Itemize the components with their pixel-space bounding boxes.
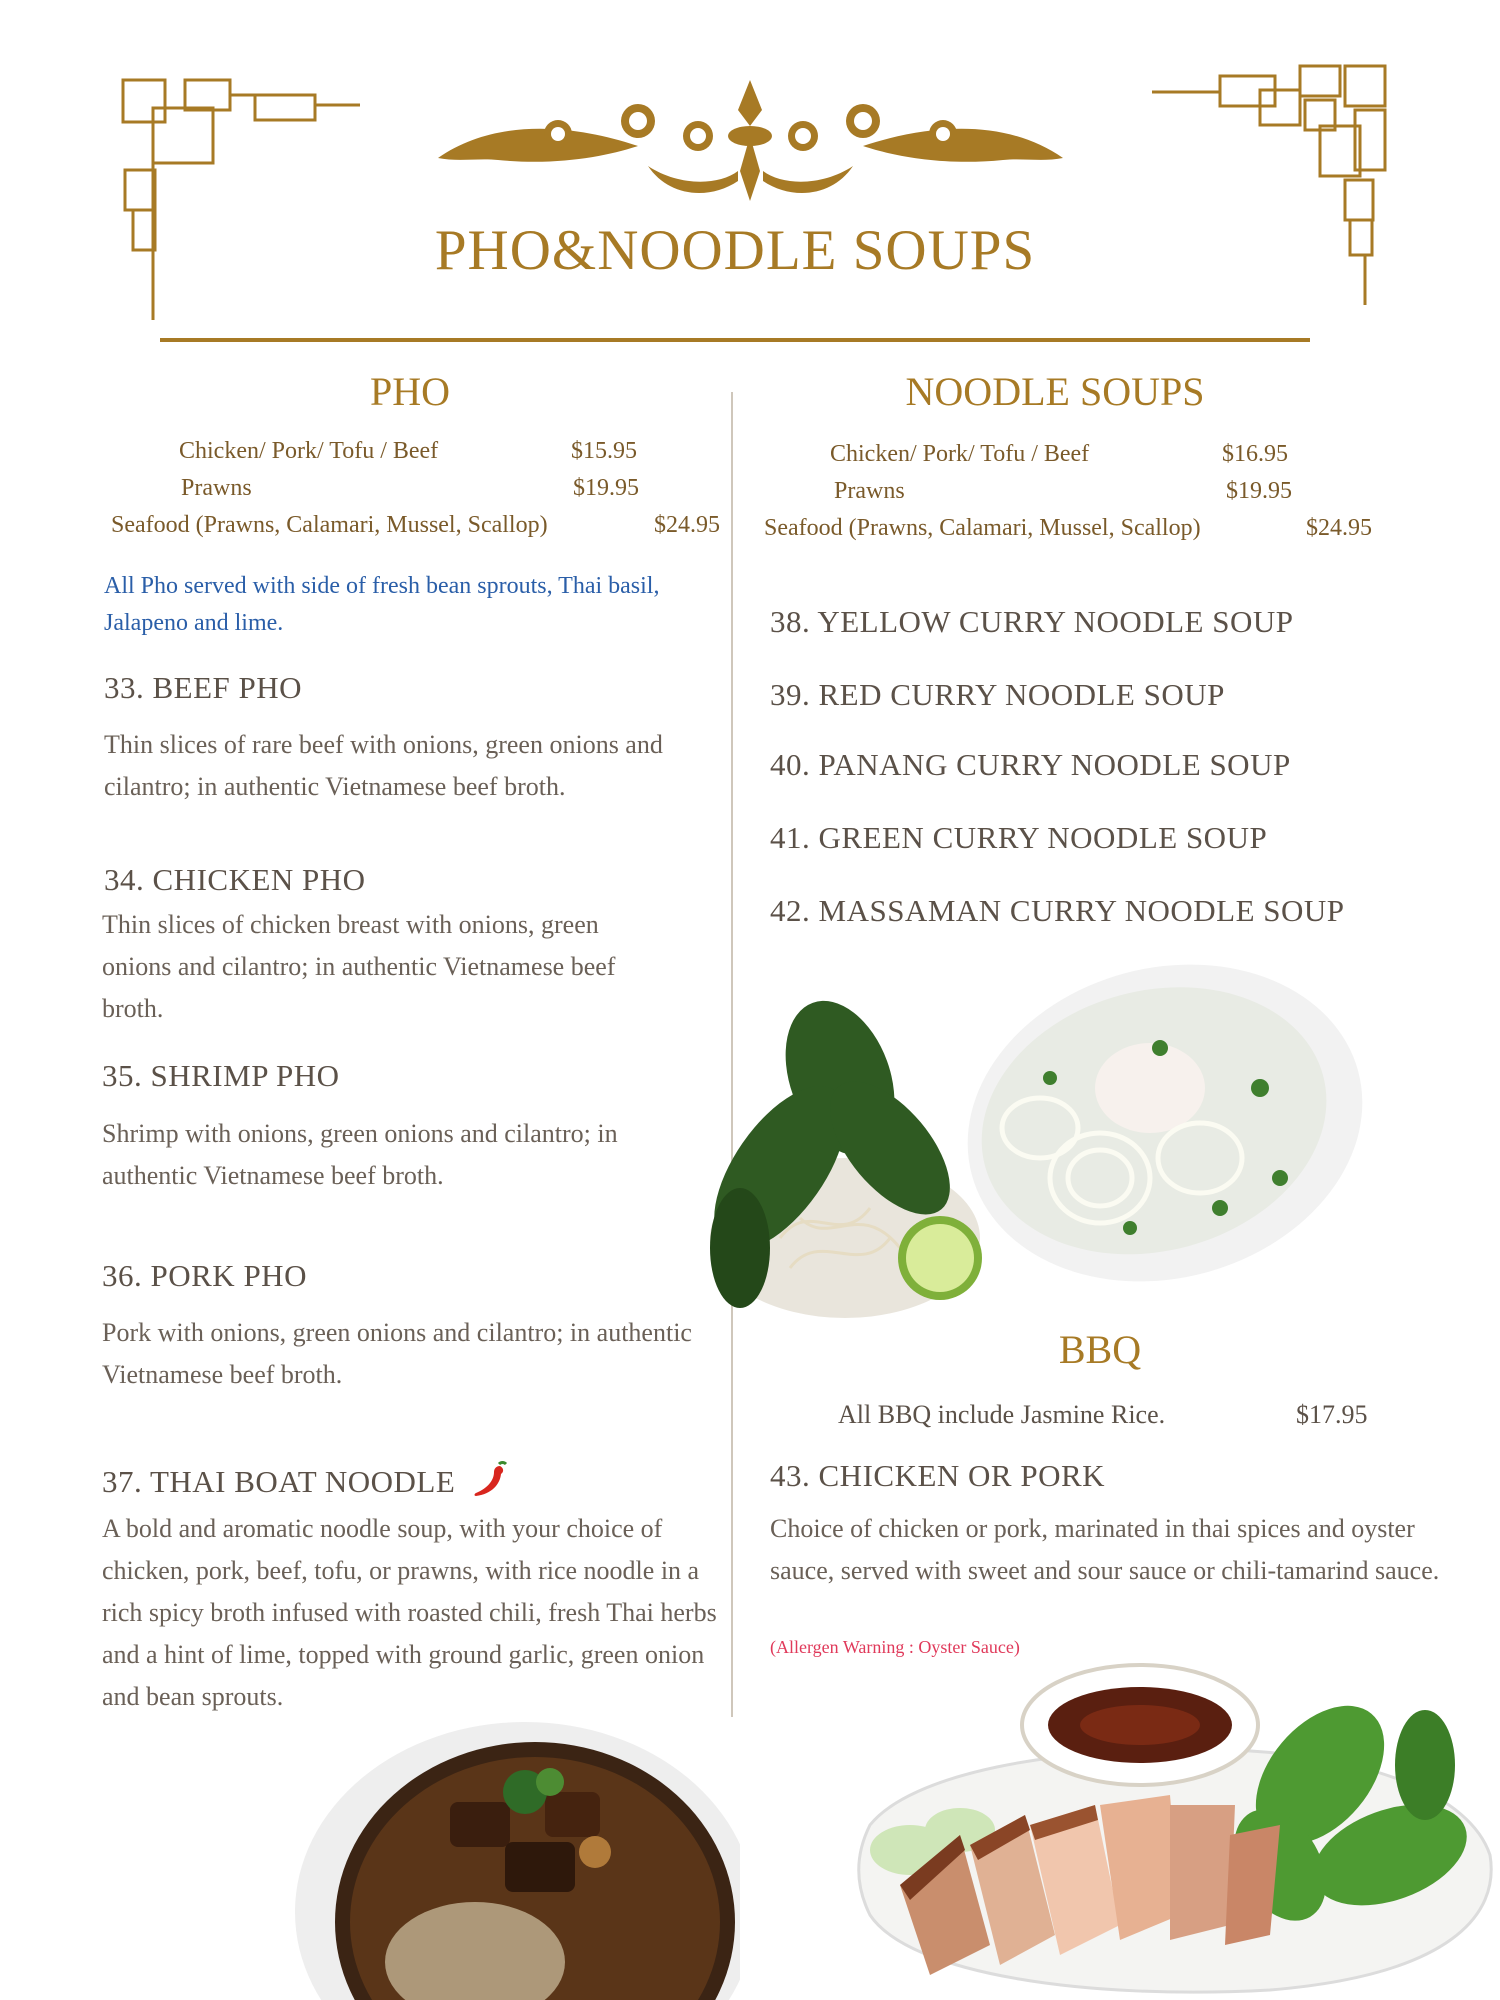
boat-noodle-photo: [295, 1722, 740, 2000]
menu-item-desc: Pork with onions, green onions and cilantro; in authentic Vietnamese beef broth.: [102, 1318, 692, 1389]
noodle-price-3: $24.95: [1306, 515, 1372, 541]
bbq-note: All BBQ include Jasmine Rice.: [838, 1400, 1166, 1429]
menu-item-title-text: 37. THAI BOAT NOODLE: [102, 1464, 456, 1499]
flourish-ornament: [438, 76, 1063, 206]
noodle-price-label-1: Chicken/ Pork/ Tofu / Beef: [830, 441, 1090, 467]
menu-item-title: 33. BEEF PHO: [104, 670, 303, 705]
noodle-price-2: $19.95: [1226, 478, 1292, 504]
menu-item-title: [102, 1460, 510, 1500]
menu-item-desc: Shrimp with onions, green onions and cilantro; in authentic Vietnamese beef broth.: [102, 1119, 618, 1190]
noodle-soups-heading: NOODLE SOUPS: [905, 369, 1205, 414]
noodle-price-1: $16.95: [1222, 441, 1288, 467]
menu-item-title: 36. PORK PHO: [102, 1258, 307, 1293]
menu-item-desc: A bold and aromatic noodle soup, with your choice of chicken, pork, beef, tofu, or prawns, with rice noodle in a rich spicy broth infused with roasted chili, fresh Thai herbs and a hint of lime, topped with ground garlic, green onion and bean sprouts.: [102, 1514, 717, 1711]
header-rule: [160, 338, 1310, 342]
menu-item-title: 41. GREEN CURRY NOODLE SOUP: [770, 820, 1268, 855]
menu-item-title: 35. SHRIMP PHO: [102, 1058, 340, 1093]
page-title: PHO&NOODLE SOUPS: [434, 219, 1036, 282]
pho-price-label-2: Prawns: [181, 475, 252, 501]
menu-item-title: 40. PANANG CURRY NOODLE SOUP: [770, 747, 1291, 782]
menu-item-desc: Thin slices of rare beef with onions, green onions and cilantro; in authentic Vietnamese beef broth.: [104, 730, 663, 801]
corner-ornament-left: [115, 70, 375, 330]
noodle-price-label-3: Seafood (Prawns, Calamari, Mussel, Scallop): [764, 515, 1201, 541]
bbq-heading: BBQ: [1058, 1327, 1142, 1372]
menu-item-title: 42. MASSAMAN CURRY NOODLE SOUP: [770, 893, 1345, 928]
menu-item-title: 38. YELLOW CURRY NOODLE SOUP: [770, 604, 1294, 639]
menu-item-title: 39. RED CURRY NOODLE SOUP: [770, 677, 1225, 712]
bbq-price: $17.95: [1296, 1400, 1368, 1429]
bbq-plate-photo: [850, 1655, 1500, 2000]
noodle-price-label-2: Prawns: [834, 478, 905, 504]
menu-item-title: 43. CHICKEN OR PORK: [770, 1458, 1106, 1493]
pho-bowl-photo: [700, 948, 1370, 1348]
pho-price-3: $24.95: [654, 512, 720, 538]
pho-price-2: $19.95: [573, 475, 639, 501]
menu-item-desc: Choice of chicken or pork, marinated in thai spices and oyster sauce, served with sweet and sour sauce or chili-tamarind sauce.: [770, 1514, 1440, 1585]
chili-pepper-icon: [470, 1460, 510, 1500]
pho-note: All Pho served with side of fresh bean sprouts, Thai basil, Jalapeno and lime.: [104, 573, 660, 636]
pho-price-1: $15.95: [571, 438, 637, 464]
menu-item-desc: Thin slices of chicken breast with onions, green onions and cilantro; in authentic Vietnamese beef broth.: [102, 910, 616, 1023]
pho-price-label-1: Chicken/ Pork/ Tofu / Beef: [179, 438, 439, 464]
allergen-warning: (Allergen Warning : Oyster Sauce): [770, 1637, 1020, 1657]
menu-item-title: 34. CHICKEN PHO: [104, 862, 366, 897]
pho-heading: PHO: [369, 369, 451, 414]
pho-price-label-3: Seafood (Prawns, Calamari, Mussel, Scallop): [111, 512, 548, 538]
